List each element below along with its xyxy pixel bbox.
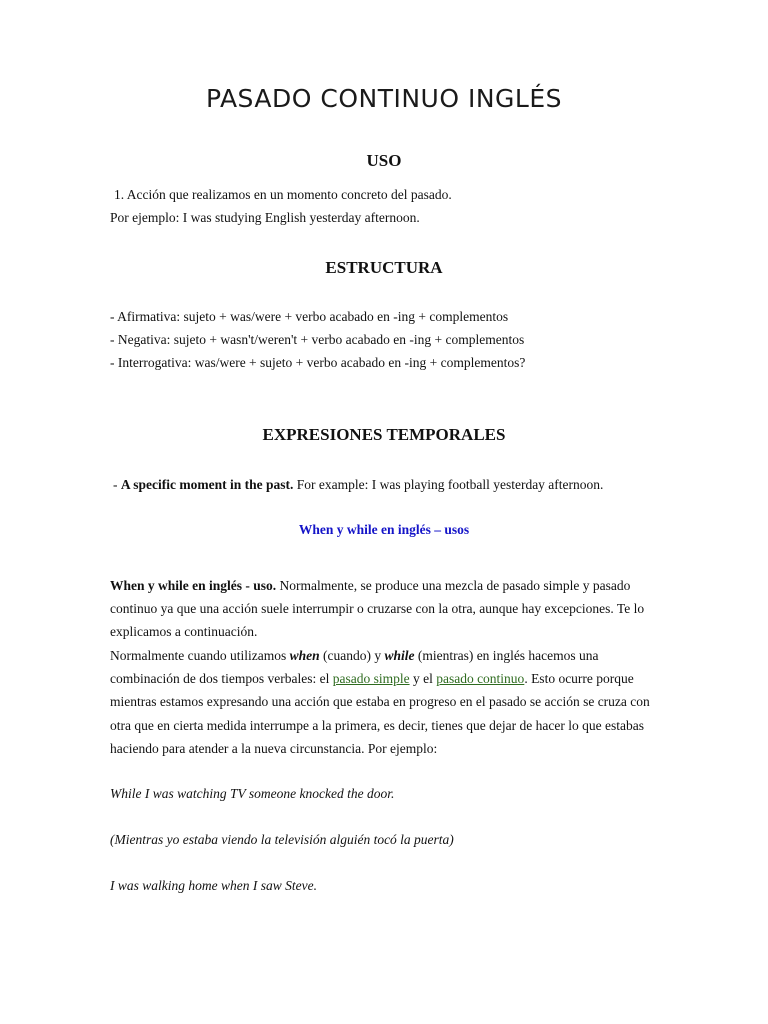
- example-1: While I was watching TV someone knocked the door.: [110, 786, 395, 801]
- expresiones-item-prefix: -: [113, 477, 121, 492]
- when-while-bold-lead: When y while en inglés - uso.: [110, 578, 277, 593]
- when-while-p1-text: Normalmente, se produce una mezcla de pasado simple y pasado continuo ya que una acción suele interrumpir o cruzarse con la otra, aunque hay excepciones. Te lo explicamos a continuación.: [110, 578, 645, 640]
- p2-when-word: when: [289, 648, 320, 663]
- expresiones-item: [113, 477, 603, 493]
- when-while-paragraph-2: [110, 644, 670, 760]
- heading-expresiones-temporales: EXPRESIONES TEMPORALES: [262, 425, 506, 444]
- p2-text-a: Normalmente cuando utilizamos: [110, 648, 290, 663]
- uso-example: Por ejemplo: I was studying English yesterday afternoon.: [110, 210, 420, 225]
- p2-text-c: (mientras) en inglés hacemos una combinación de dos tiempos verbales: el: [110, 648, 599, 687]
- estructura-item-negativa: - Negativa: sujeto + wasn't/weren't + verbo acabado en -ing + complementos: [110, 332, 525, 347]
- example-2: I was walking home when I saw Steve.: [110, 878, 317, 893]
- uso-item: 1. Acción que realizamos en un momento concreto del pasado.: [114, 187, 452, 202]
- pasado-simple-link[interactable]: pasado simple: [332, 671, 410, 687]
- estructura-item-afirmativa: - Afirmativa: sujeto + was/were + verbo acabado en -ing + complementos: [110, 309, 509, 324]
- expresiones-item-bold: A specific moment in the past.: [120, 477, 294, 492]
- p2-text-d: y el: [409, 671, 437, 687]
- when-while-paragraph-1: [110, 574, 670, 644]
- p2-while-word: while: [384, 648, 415, 663]
- page-title: PASADO CONTINUO INGLÉS: [205, 84, 563, 113]
- heading-uso: USO: [366, 151, 402, 170]
- pasado-continuo-link[interactable]: pasado continuo: [436, 671, 525, 687]
- estructura-item-interrogativa: - Interrogativa: was/were + sujeto + verbo acabado en -ing + complementos?: [110, 355, 526, 370]
- example-1-translation: (Mientras yo estaba viendo la televisión alguién tocó la puerta): [110, 832, 454, 847]
- expresiones-item-rest: For example: I was playing football yesterday afternoon.: [293, 477, 604, 492]
- when-while-title-link[interactable]: When y while en inglés – usos: [298, 522, 470, 537]
- p2-text-b: (cuando) y: [319, 648, 385, 663]
- heading-estructura: ESTRUCTURA: [325, 258, 443, 277]
- p2-text-e: . Esto ocurre porque mientras estamos expresando una acción que estaba en progreso en el pasado se acción se cruza con otra que en cierta medida interrumpe a la primera, es decir, tienes que dejar de hacer lo que estabas haciendo para atender a la nueva circunstancia. Por ejemplo:: [110, 671, 650, 756]
